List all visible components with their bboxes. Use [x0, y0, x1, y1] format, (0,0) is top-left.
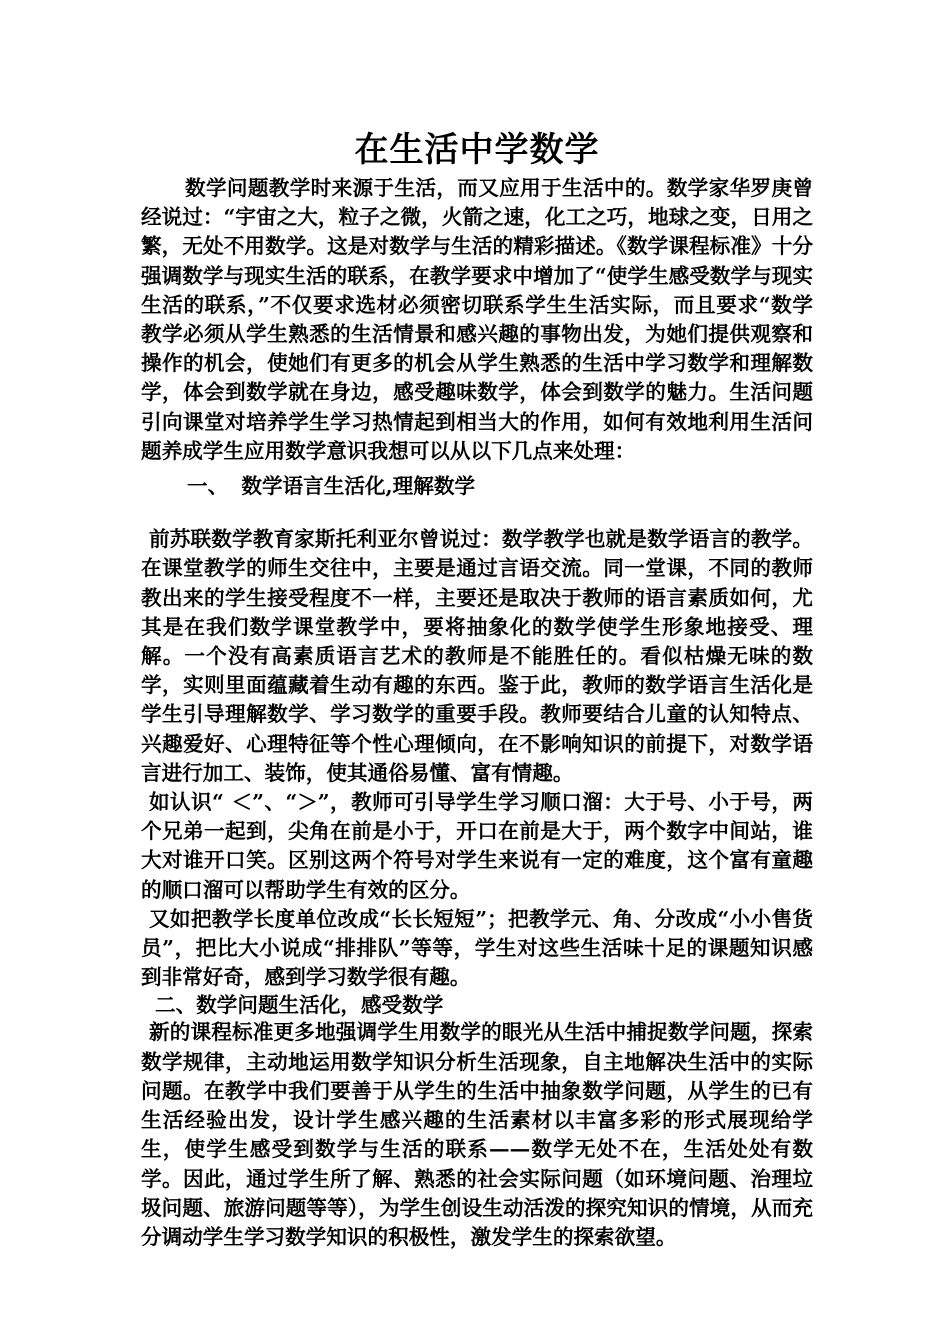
- section2-paragraph-1: 新的课程标准更多地强调学生用数学的眼光从生活中捕捉数学问题，探索数学规律，主动地运用数学知识分析生活现象，自主地解决生活中的实际问题。在教学中我们要善于从学生的生活中抽象数学问题，从学生的已有生活经验出发，设计学生感兴趣的生活素材以丰富多彩的形式展现给学生，使学生感受到数学与生活的联系——数学无处不在，生活处处有数学。因此，通过学生所了解、熟悉的社会实际问题（如环境问题、治理垃圾问题、旅游问题等等），为学生创设生动活泼的探究知识的情境，从而充分调动学生学习数学知识的积极性，激发学生的探索欲望。: [141, 1020, 813, 1249]
- section1-paragraph-3: 又如把教学长度单位改成“长长短短”；把教学元、角、分改成“小小售货员”，把比大小说成“排排队”等等，学生对这些生活味十足的课题知识感到非常好奇，感到学习数学很有趣。: [141, 906, 813, 990]
- document-page: [141, 128, 813, 1252]
- intro-paragraph: 数学问题教学时来源于生活，而又应用于生活中的。数学家华罗庚曾经说过：“宇宙之大，粒子之微，火箭之速，化工之巧，地球之变，日用之繁，无处不用数学。这是对数学与生活的精彩描述。《数学课程标准》十分强调数学与现实生活的联系，在教学要求中增加了“使学生感受数学与现实生活的联系，”不仅要求选材必须密切联系学生生活实际，而且要求“数学教学必须从学生熟悉的生活情景和感兴趣的事物出发，为她们提供观察和操作的机会，使她们有更多的机会从学生熟悉的生活中学习数学和理解数学，体会到数学就在身边，感受趣味数学，体会到数学的魅力。生活问题引向课堂对培养学生学习热情起到相当大的作用，如何有效地利用生活问题养成学生应用数学意识我想可以从以下几点来处理：: [141, 176, 813, 463]
- section1-paragraph-1: 前苏联数学教育家斯托利亚尔曾说过：数学教学也就是数学语言的教学。在课堂教学的师生交往中，主要是通过言语交流。同一堂课，不同的教师教出来的学生接受程度不一样，主要还是取决于教师的语言素质如何，尤其是在我们数学课堂教学中，要将抽象化的数学使学生形象地接受、理解。一个没有高素质语言艺术的教师是不能胜任的。看似枯燥无味的数学，实则里面蕴藏着生动有趣的东西。鉴于此，教师的数学语言生活化是学生引导理解数学、学习数学的重要手段。教师要结合儿童的认知特点、兴趣爱好、心理特征等个性心理倾向，在不影响知识的前提下，对数学语言进行加工、装饰，使其通俗易懂、富有情趣。: [141, 527, 813, 785]
- section-heading-1: 一、 数学语言生活化,理解数学: [187, 474, 476, 499]
- section-heading-2: 二、数学问题生活化，感受数学: [155, 993, 444, 1018]
- page-title: 在生活中学数学: [354, 130, 600, 170]
- section1-paragraph-2: 如认识“ ＜”、“＞”，教师可引导学生学习顺口溜：大于号、小于号，两个兄弟一起到，尖角在前是小于，开口在前是大于，两个数字中间站，谁大对谁开口笑。区别这两个符号对学生来说有一定的难度，这个富有童趣的顺口溜可以帮助学生有效的区分。: [141, 790, 813, 902]
